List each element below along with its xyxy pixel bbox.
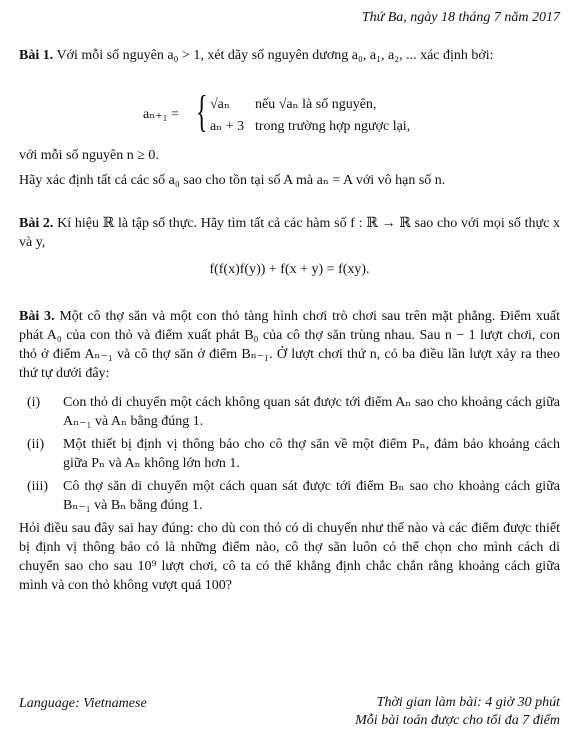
- exam-info: [355, 694, 560, 730]
- case-1-expression: √aₙ: [210, 97, 230, 112]
- time-limit: Thời gian làm bài: 4 giờ 30 phút: [376, 695, 560, 710]
- exam-date: Thứ Ba, ngày 18 tháng 7 năm 2017: [361, 10, 560, 25]
- step-number: (ii): [27, 437, 45, 452]
- step-number: (iii): [27, 479, 48, 494]
- language-note: Language: Vietnamese: [19, 696, 147, 711]
- step-text: Cô thợ săn di chuyển một cách quan sát được tới điểm Bₙ sao cho khoảng cách giữa Bₙ₋₁ và Bₙ bằng đúng 1.: [63, 479, 560, 513]
- recurrence-lhs: aₙ₊₁ =: [143, 107, 179, 122]
- cases-brace: {: [196, 87, 208, 136]
- problem-3-steps: [19, 393, 560, 519]
- problem-1-question: Hãy xác định tất cả các số a₀ sao cho tồn tại số A mà aₙ = A với vô hạn số n.: [19, 173, 446, 188]
- problem-1-label: Bài 1.: [19, 48, 54, 63]
- problem-1-intro: [19, 46, 560, 65]
- step-text: Con thỏ di chuyển một cách không quan sát được tới điểm Aₙ sao cho khoảng cách giữa Aₙ₋₁ và Aₙ bằng đúng 1.: [63, 395, 560, 429]
- case-2-condition: trong trường hợp ngược lại,: [255, 119, 411, 134]
- step-item: [19, 393, 560, 431]
- step-item: [19, 435, 560, 473]
- step-text: Một thiết bị định vị thông báo cho cô thợ săn về một điểm Pₙ, đảm bảo khoảng cách giữa Pₙ và Aₙ không lớn hơn 1.: [63, 437, 560, 471]
- problem-3-question: Hỏi điều sau đây sai hay đúng: cho dù con thỏ có di chuyển như thế nào và các điểm được thiết bị định vị thông báo có là những điểm nào, cô thợ săn luôn có thể chọn cho mình cách di chuyển sao cho sau 10⁹ lượt chơi, cô ta có thể khẳng định chắc chắn rằng khoảng cách giữa mình và con thỏ không vượt quá 100?: [19, 521, 560, 593]
- step-number: (i): [27, 395, 41, 410]
- problem-3-intro: [19, 307, 560, 383]
- problem-1-condition-n: với mỗi số nguyên n ≥ 0.: [19, 148, 159, 163]
- problem-2-label: Bài 2.: [19, 216, 54, 231]
- case-2-expression: aₙ + 3: [210, 119, 245, 134]
- step-item: [19, 477, 560, 515]
- problem-1-text: Với mỗi số nguyên a₀ > 1, xét dãy số nguyên dương a₀, a₁, a₂, ... xác định bởi:: [56, 48, 494, 63]
- case-1-condition: nếu √aₙ là số nguyên,: [255, 97, 377, 112]
- problem-2-text: Kí hiệu ℝ là tập số thực. Hãy tìm tất cả các hàm số f : ℝ → ℝ sao cho với mọi số thực x và y,: [19, 216, 560, 250]
- problem-3-label: Bài 3.: [19, 309, 55, 324]
- points-note: Mỗi bài toán được cho tối đa 7 điểm: [355, 713, 560, 728]
- problem-2-intro: [19, 214, 560, 252]
- problem-3-text: Một cô thợ săn và một con thỏ tàng hình chơi trò chơi sau trên mặt phẳng. Điểm xuất phát A₀ của con thỏ và điểm xuất phát B₀ của cô thợ săn trùng nhau. Sau n − 1 lượt chơi, con thỏ ở điểm Aₙ₋₁ và cô thợ săn ở điểm Bₙ₋₁. Ở lượt chơi thứ n, có ba điều lần lượt xảy ra theo thứ tự dưới đây:: [19, 309, 560, 381]
- problem-2-equation: f(f(x)f(y)) + f(x + y) = f(xy).: [209, 262, 370, 277]
